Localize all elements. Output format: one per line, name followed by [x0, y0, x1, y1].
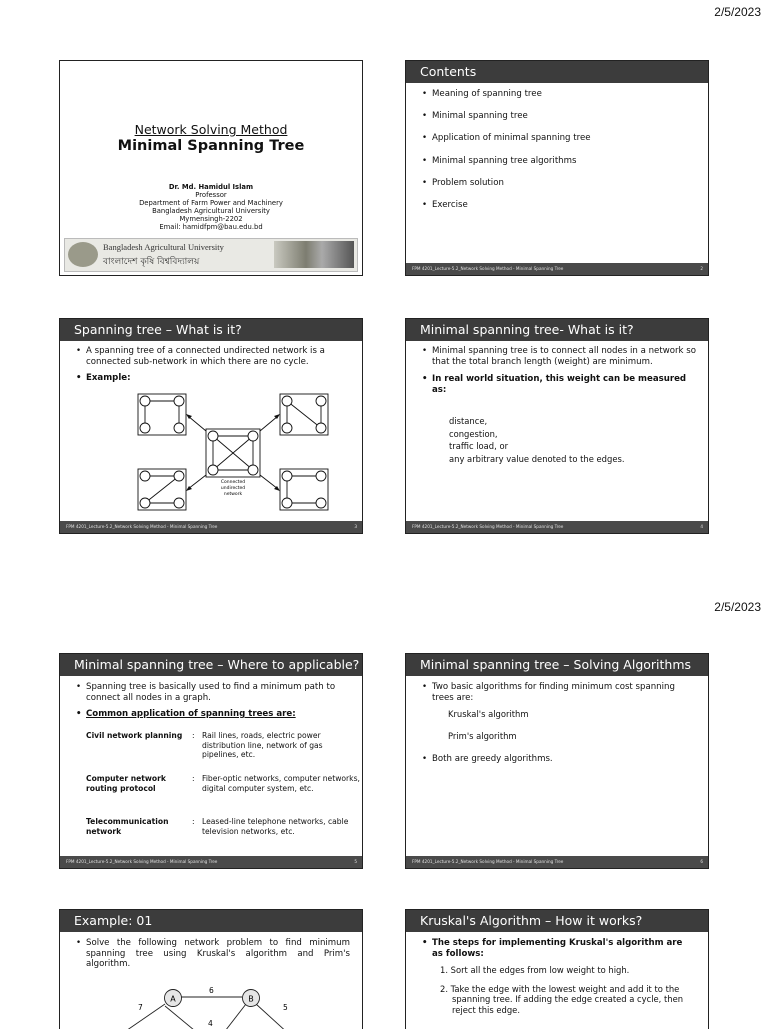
edge-weight: 4: [208, 1019, 213, 1028]
bullet-text: • A spanning tree of a connected undirected network is a connected sub-network in which there are no cycle.: [74, 346, 350, 367]
banner-bangla: বাংলাদেশ কৃষি বিশ্ববিদ্যালয়: [103, 257, 200, 267]
list-item: • Minimal spanning tree: [420, 111, 700, 122]
contents-list: [420, 89, 700, 210]
page-date: 2/5/2023: [714, 600, 761, 614]
example-network-diagram: [60, 910, 363, 1029]
table-key: Civil network planning: [86, 731, 183, 740]
diagram-caption: Connected: [220, 480, 246, 485]
bullet-example: • Example:: [74, 373, 350, 384]
edge-weight: 5: [283, 1003, 288, 1012]
slide-header: Minimal spanning tree – Solving Algorithms: [406, 654, 708, 676]
slide-applications[interactable]: Minimal spanning tree – Where to applicable? • Spanning tree is basically used to find a minimum path to connect all nodes in a graph. • Common application of spanning trees are: Civil network planning : Rail lines, roads, electric power distribution line, network of gas pipelines, etc. Computer network routing protocol : Fiber-optic networks, computer networks, digital computer system, etc. Telecommunication network : Leased-line telephone networks, cable television networks, etc. FPM 4201_Lecture-5.2_Network Solving Method - Minimal Spanning Tree 5: [59, 653, 363, 869]
sub-item: Prim's algorithm: [448, 730, 517, 741]
page-number: 2: [700, 266, 703, 271]
bullet-text: • Minimal spanning tree is to connect all nodes in a network so that the total branch length (weight) are minimum.: [420, 346, 696, 367]
table-value: Leased-line telephone networks, cable television networks, etc.: [202, 817, 349, 836]
slide-example[interactable]: [59, 909, 363, 1029]
slide-contents[interactable]: [405, 60, 709, 276]
slide-header: Minimal spanning tree- What is it?: [406, 319, 708, 341]
page-date: 2/5/2023: [714, 5, 761, 19]
bullet-text: • Solve the following network problem to find minimum spanning tree using Kruskal's algorithm and Prim's algorithm.: [74, 938, 350, 970]
edge-weight: 6: [209, 986, 214, 995]
slide-main-title: Minimal Spanning Tree: [117, 138, 305, 154]
list-item: • Exercise: [420, 200, 700, 211]
footer-text: FPM 4201_Lecture-5.2_Network Solving Method - Minimal Spanning Tree: [412, 859, 564, 864]
slide-header: Example: 01: [60, 910, 362, 932]
slide-header: Contents: [406, 61, 708, 83]
page-number: 5: [354, 859, 357, 864]
footer-text: FPM 4201_Lecture-5.2_Network Solving Method - Minimal Spanning Tree: [66, 524, 218, 529]
slide-title[interactable]: [59, 60, 363, 276]
slide-subtitle: Network Solving Method: [134, 122, 288, 137]
slide-footer: [406, 856, 708, 868]
table-key: Computer network routing protocol: [86, 774, 166, 793]
sub-item: congestion,: [449, 428, 498, 439]
step-item: 2. Take the edge with the lowest weight and add it to the spanning tree. If adding the edge created a cycle, then reject this edge.: [440, 983, 684, 1015]
slide-footer: [60, 856, 362, 868]
diagram-caption: network: [223, 492, 243, 497]
sub-item: distance,: [449, 416, 488, 426]
page-number: 3: [354, 524, 357, 529]
node-label: A: [170, 994, 176, 1004]
sub-item: traffic load, or: [449, 441, 509, 451]
university-logo: [68, 242, 98, 267]
author-city: Mymensingh-2202: [179, 215, 243, 223]
slide-header: Spanning tree – What is it?: [60, 319, 362, 341]
author-role: Professor: [195, 191, 227, 199]
list-item: • Problem solution: [420, 178, 700, 189]
author-dept: Department of Farm Power and Machinery: [139, 199, 283, 207]
slide-minimal-spanning-tree[interactable]: [405, 318, 709, 534]
slide-header: Minimal spanning tree – Where to applicable?: [60, 654, 362, 676]
university-banner: [64, 238, 358, 272]
step-item: 1. Sort all the edges from low weight to high.: [440, 965, 630, 975]
slide-footer: [406, 263, 708, 275]
bullet-text: • Both are greedy algorithms.: [420, 754, 696, 765]
bullet-text: • Common application of spanning trees are:: [74, 709, 350, 720]
slide-footer: [60, 521, 362, 533]
footer-text: FPM 4201_Lecture-5.2_Network Solving Method - Minimal Spanning Tree: [412, 524, 564, 529]
node-label: B: [248, 994, 254, 1004]
bullet-text: • Spanning tree is basically used to find a minimum path to connect all nodes in a graph.: [74, 682, 350, 703]
table-value: Fiber-optic networks, computer networks, digital computer system, etc.: [202, 774, 360, 793]
slide-kruskal[interactable]: [405, 909, 709, 1029]
slide-algorithms[interactable]: [405, 653, 709, 869]
list-item: • Application of minimal spanning tree: [420, 133, 700, 144]
table-key: Telecommunication network: [86, 817, 169, 836]
sub-item: Kruskal's algorithm: [448, 709, 529, 719]
slide-footer: [406, 521, 708, 533]
list-item: • Minimal spanning tree algorithms: [420, 156, 700, 167]
footer-text: FPM 4201_Lecture-5.2_Network Solving Method - Minimal Spanning Tree: [66, 859, 218, 864]
author-univ: Bangladesh Agricultural University: [152, 207, 270, 215]
edge-weight: 7: [138, 1003, 143, 1012]
table-value: Rail lines, roads, electric power distribution line, network of gas pipelines, etc.: [202, 731, 323, 759]
author-email: Email: hamidfpm@bau.edu.bd: [159, 223, 263, 231]
list-item: • Meaning of spanning tree: [420, 89, 700, 100]
slide-header: Kruskal's Algorithm – How it works?: [406, 910, 708, 932]
bullet-text: • The steps for implementing Kruskal's algorithm are as follows:: [420, 938, 696, 959]
bullet-text: • Two basic algorithms for finding minimum cost spanning trees are:: [420, 682, 696, 703]
slide-spanning-tree[interactable]: [59, 318, 363, 534]
sub-item: any arbitrary value denoted to the edges.: [449, 453, 625, 464]
campus-photo: [274, 241, 354, 268]
spanning-tree-diagram: [60, 319, 363, 534]
bullet-text: • In real world situation, this weight can be measured as:: [420, 374, 696, 395]
page-number: 6: [700, 859, 703, 864]
author-name: Dr. Md. Hamidul Islam: [168, 183, 254, 191]
diagram-caption: undirected: [220, 486, 246, 491]
banner-english: Bangladesh Agricultural University: [103, 242, 224, 252]
page-number: 4: [700, 524, 703, 529]
footer-text: FPM 4201_Lecture-5.2_Network Solving Method - Minimal Spanning Tree: [412, 266, 564, 271]
